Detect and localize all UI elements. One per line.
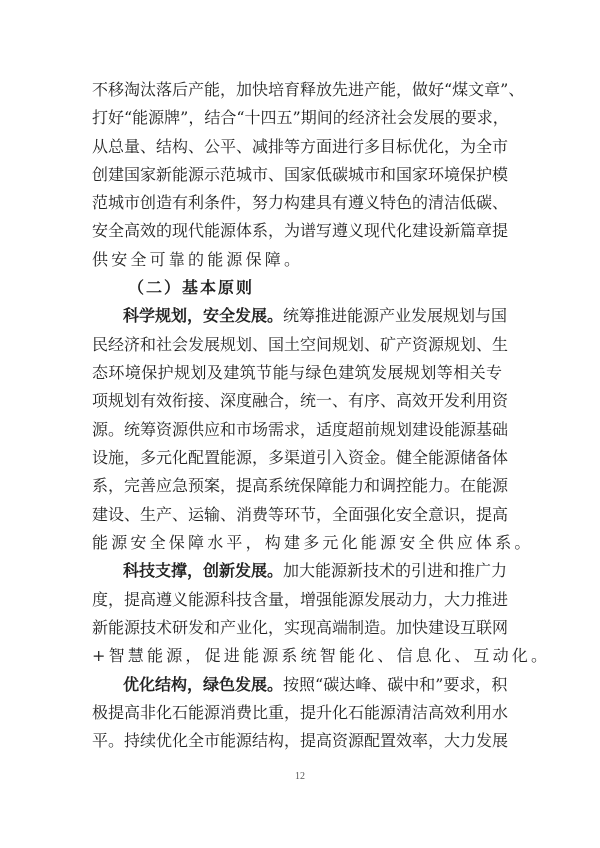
body-text: 统筹推进能源产业发展规划与国 [283, 306, 508, 325]
paragraph-lead: 科技支撑，创新发展。 [123, 561, 284, 580]
paragraph-lead: 优化结构，绿色发展。 [123, 675, 284, 694]
body-text-line: 范城市创造有利条件，努力构建具有遵义特色的清洁低碳、 [92, 193, 509, 212]
body-text-line: 度，提高遵义能源科技含量，增强能源发展动力，大力推进 [92, 590, 509, 609]
body-text-line: 极提高非化石能源消费比重，提升化石能源清洁高效利用水 [92, 703, 509, 722]
body-text-line: +智慧能源，促进能源系统智能化、信息化、互动化。 [92, 646, 551, 665]
body-text-line: 能源安全保障水平，构建多元化能源安全供应体系。 [92, 533, 534, 552]
body-text-line: 打好“能源牌”，结合“十四五”期间的经济社会发展的要求， [92, 108, 509, 127]
body-text-line: 供安全可靠的能源保障。 [92, 250, 304, 269]
body-text-line: 系，完善应急预案，提高系统保障能力和调控能力。在能源 [92, 476, 509, 495]
body-text-line: 项规划有效衔接、深度融合，统一、有序、高效开发利用资 [92, 391, 509, 410]
body-text-line: 源。统筹资源供应和市场需求，适度超前规划建设能源基础 [92, 420, 509, 439]
paragraph-lead: 科学规划，安全发展。 [123, 306, 284, 325]
body-text-line: 态环境保护规划及建筑节能与绿色建筑发展规划等相关专 [92, 363, 502, 382]
paragraph-first-line [123, 674, 508, 696]
body-text: 按照“碳达峰、碳中和”要求，积 [283, 675, 508, 694]
body-text-line: 民经济和社会发展规划、国土空间规划、矿产资源规划、生 [92, 335, 509, 354]
paragraph-first-line [123, 560, 508, 582]
body-text-line: 从总量、结构、公平、减排等方面进行多目标优化，为全市 [92, 137, 509, 156]
page-number: 12 [295, 771, 305, 782]
body-text-line: 平。持续优化全市能源结构，提高资源配置效率，大力发展 [92, 731, 509, 750]
paragraph-first-line [123, 305, 508, 327]
body-text: 加大能源新技术的引进和推广力 [283, 561, 508, 580]
body-text-line: 设施，多元化配置能源，多渠道引入资金。健全能源储备体 [92, 448, 509, 467]
body-text-line: 安全高效的现代能源体系，为谱写遵义现代化建设新篇章提 [92, 221, 509, 240]
body-text-line: 建设、生产、运输、消费等环节，全面强化安全意识，提高 [92, 505, 509, 524]
body-text-line: 新能源技术研发和产业化，实现高端制造。加快建设互联网 [92, 618, 509, 637]
section-heading: （二）基本原则 [128, 278, 255, 297]
body-text-line: 创建国家新能源示范城市、国家低碳城市和国家环境保护模 [92, 165, 509, 184]
body-text-line: 不移淘汰落后产能，加快培育释放先进产能，做好“煤文章”、 [92, 80, 525, 99]
